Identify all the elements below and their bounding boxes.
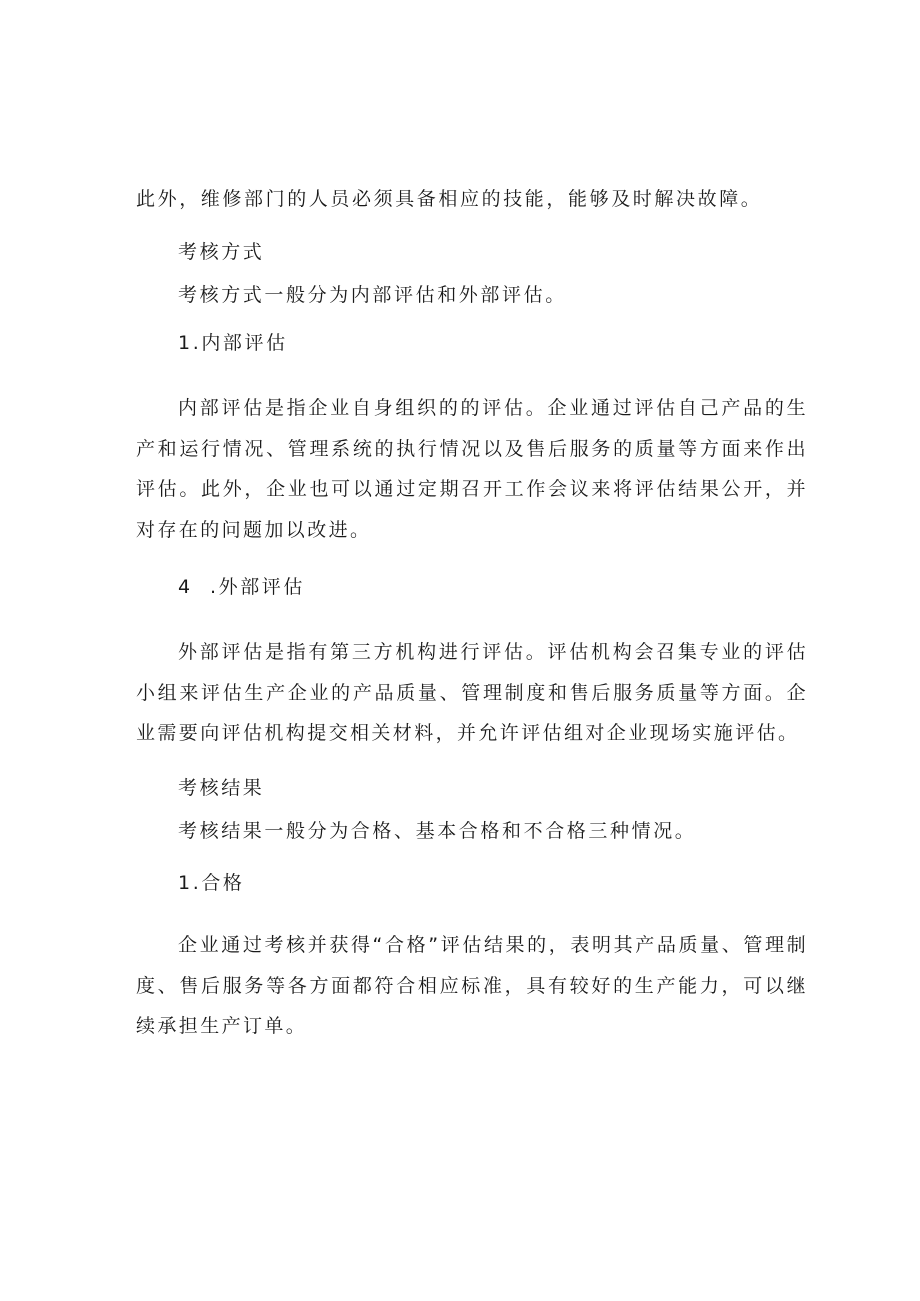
assess-method-intro: 考核方式一般分为内部评估和外部评估。 [178, 284, 567, 306]
qualified-body: 企业通过考核并获得“合格”评估结果的，表明其产品质量、管理制度、售后服务等各方面都符合相应标准，具有较好的生产能力，可以继续承担生产订单。 [136, 934, 808, 1037]
subheading-qualified: 1.合格 [178, 872, 245, 894]
subheading-internal-evaluation: 1.内部评估 [178, 332, 288, 354]
internal-evaluation-body: 内部评估是指企业自身组织的的评估。企业通过评估自己产品的生产和运行情况、管理系统的执行情况以及售后服务的质量等方面来作出评估。此外，企业也可以通过定期召开工作会议来将评估结果公开，并对存在的问题加以改进。 [136, 397, 808, 541]
external-evaluation-body: 外部评估是指有第三方机构进行评估。评估机构会召集专业的评估小组来评估生产企业的产品质量、管理制度和售后服务质量等方面。企业需要向评估机构提交相关材料，并允许评估组对企业现场实施评估。 [136, 641, 808, 744]
assess-result-intro: 考核结果一般分为合格、基本合格和不合格三种情况。 [178, 820, 697, 842]
subheading-external-evaluation: 4 .外部评估 [178, 576, 306, 598]
lead-paragraph: 此外，维修部门的人员必须具备相应的技能，能够及时解决故障。 [136, 188, 763, 210]
section-heading-assess-result: 考核结果 [178, 777, 265, 799]
section-heading-assess-method: 考核方式 [178, 241, 265, 263]
